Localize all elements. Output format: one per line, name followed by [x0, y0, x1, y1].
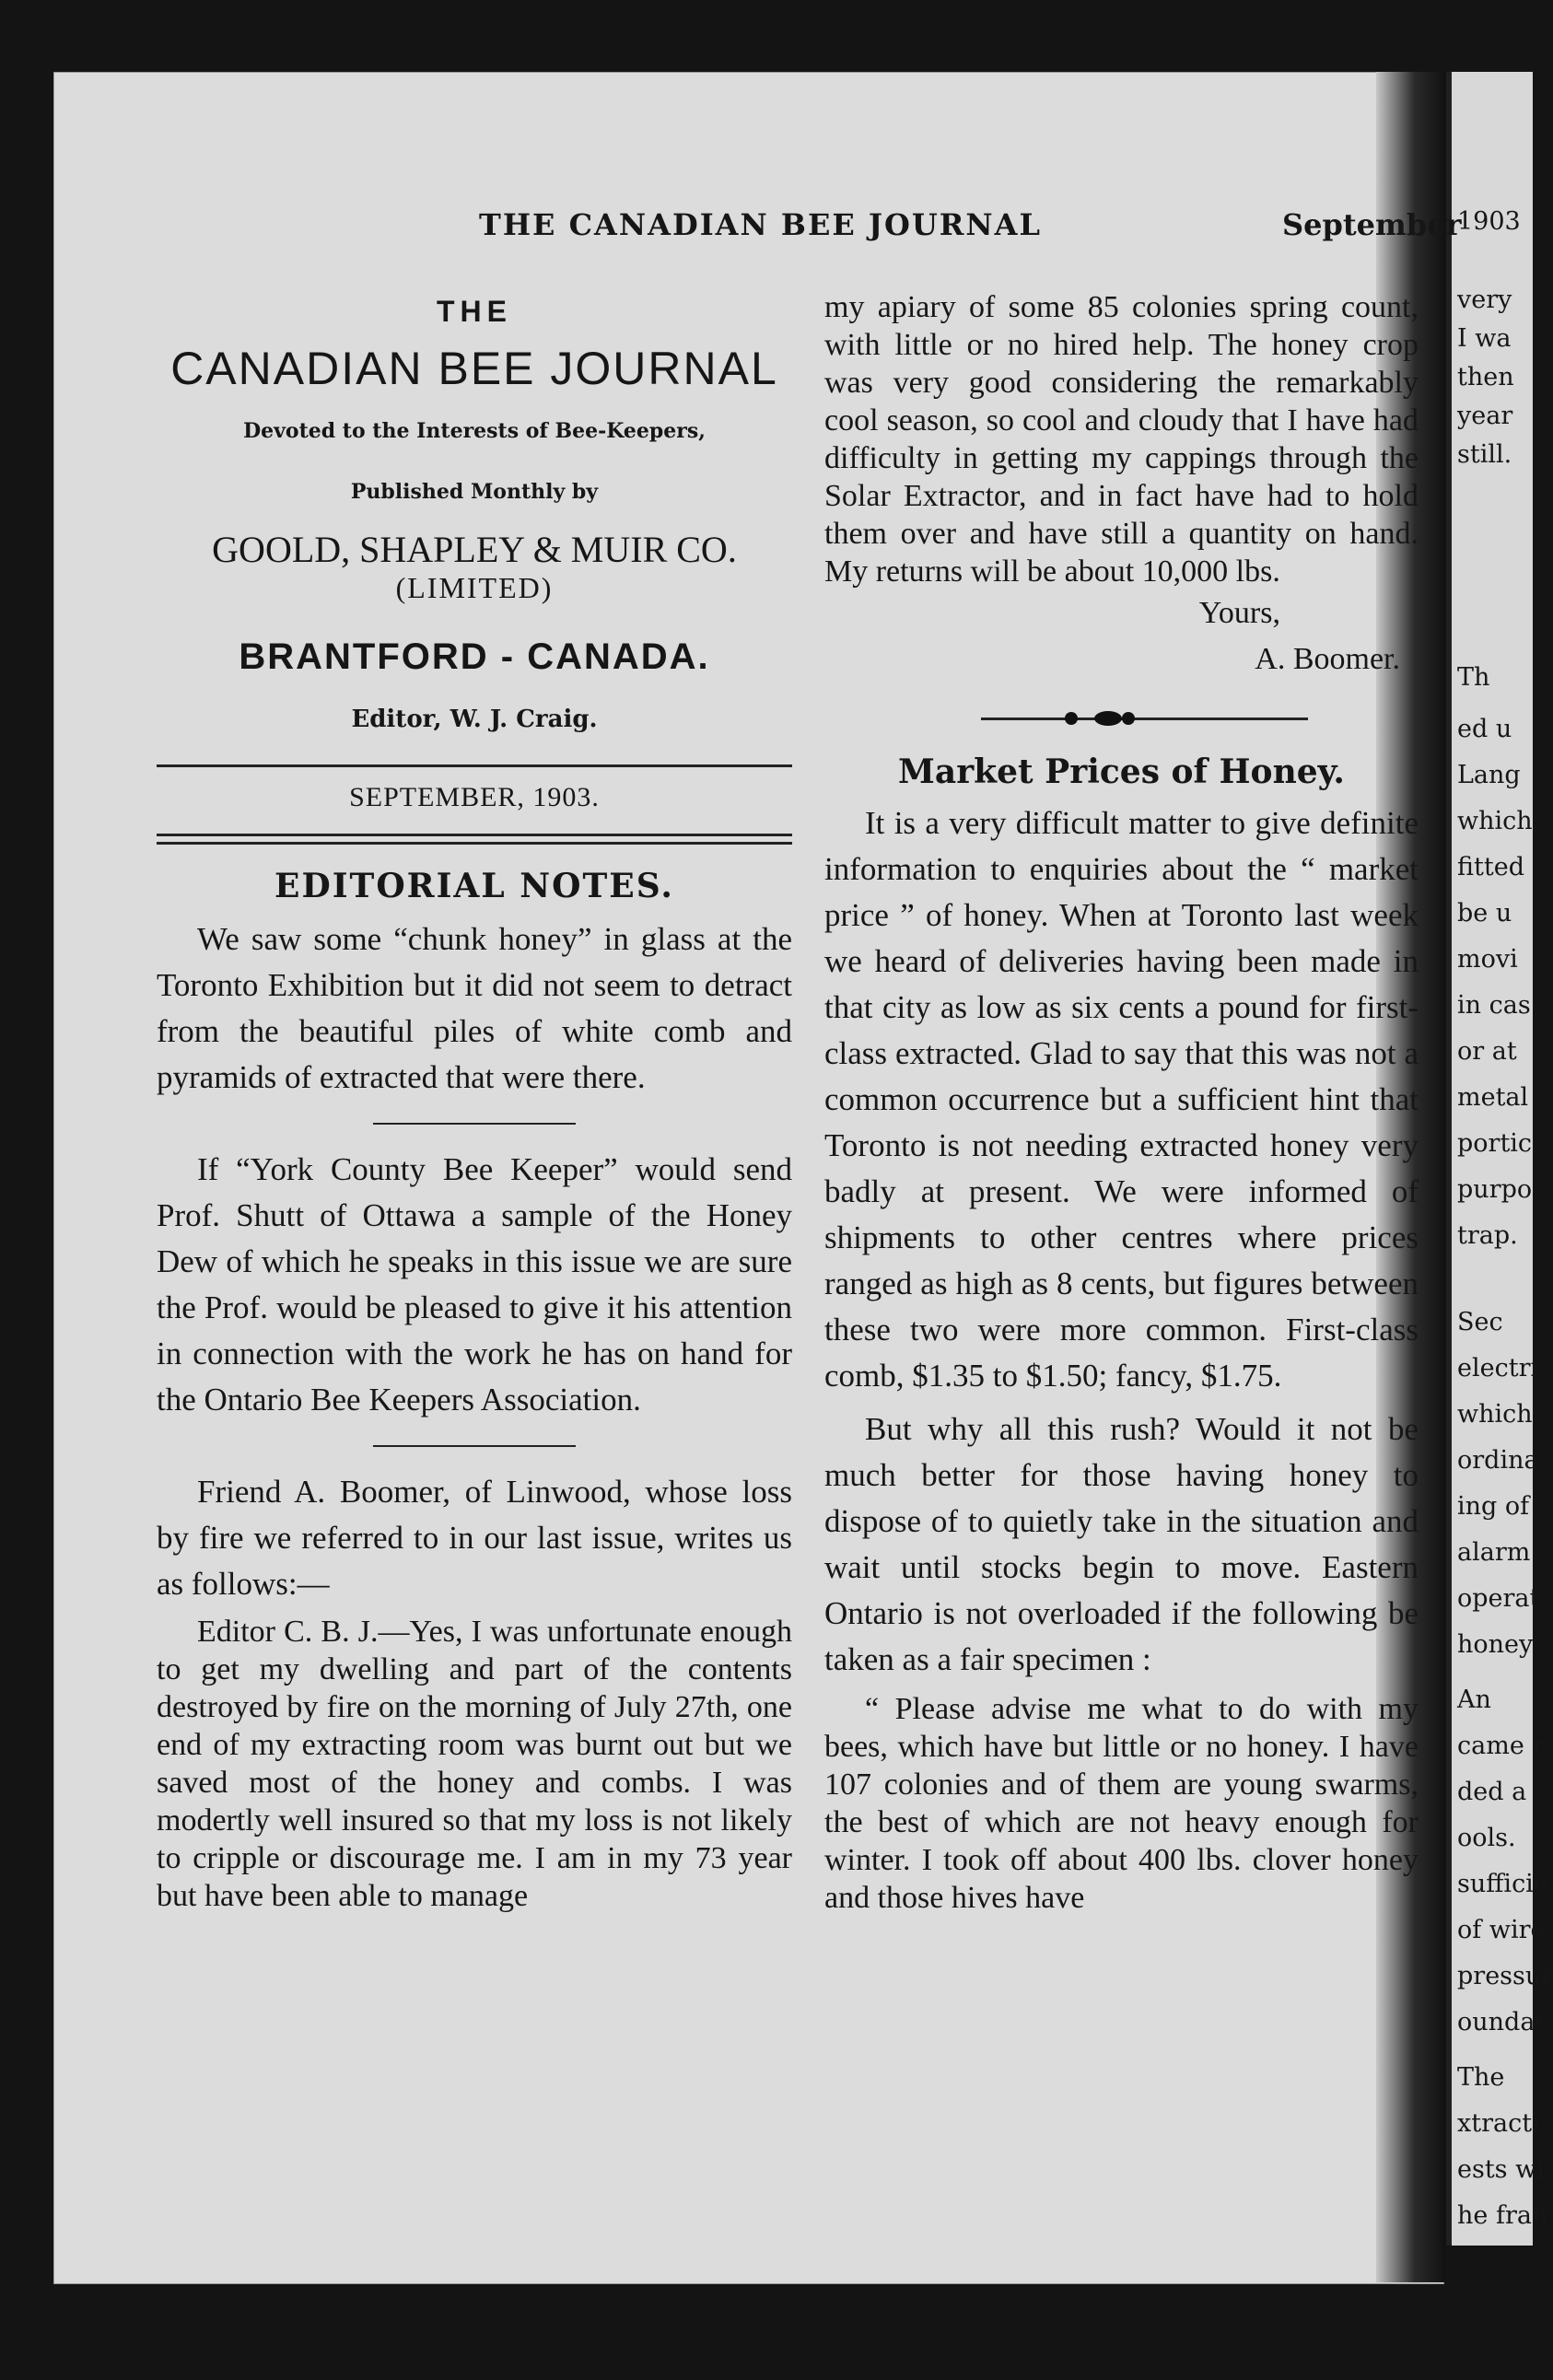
next-page-fragment: still.	[1457, 440, 1512, 469]
masthead-devoted: Devoted to the Interests of Bee-Keepers,	[243, 419, 706, 443]
market-quote: “ Please advise me what to do with my bees, which have but little or no honey. I have 107 colonies and of them are young swarms, the best of which are not heavy enough for winter. I took off about 400 lbs. clover honey and those hives have	[824, 1692, 1419, 1915]
letter-continued: my apiary of some 85 colonies spring count, with little or no hired help. The honey crop was very good considering the remarkably cool season, so cool and cloudy that I have had difficulty in getting my cappings through the Solar Extractor, and in fact have had to hold them over and have still a quantity on hand. My returns will be about 10,000 lbs.	[824, 290, 1419, 589]
issue-date: SEPTEMBER, 1903.	[349, 782, 600, 812]
left-column	[157, 281, 792, 1915]
next-page-fragment: trap.	[1457, 1221, 1518, 1250]
ornamental-divider	[824, 705, 1419, 732]
next-page-fragment: very	[1457, 286, 1512, 314]
masthead-the: THE	[437, 295, 512, 328]
editorial-paragraph: We saw some “chunk honey” in glass at the Toronto Exhibition but it did not seem to detract from the beautiful piles of white comb and pyramids of extracted that were there.	[157, 921, 792, 1095]
next-page-fragment: movi	[1457, 945, 1518, 974]
separator	[373, 1445, 576, 1447]
next-page-fragment: Sec	[1457, 1308, 1503, 1336]
double-rule-bottom	[157, 842, 792, 845]
next-page-fragment: fitted	[1457, 853, 1524, 881]
letter-text: Editor C. B. J.—Yes, I was unfortunate enough to get my dwelling and part of the contents destroyed by fire on the morning of July 27th, one end of my extracting room was burnt out but we saved most of the honey and combs. I was modertly well insured so that my loss is not likely to cripple or discourage me. I am in my 73 year but have been able to manage	[157, 1615, 792, 1913]
separator	[373, 1123, 576, 1125]
next-page-fragment: ing of	[1457, 1492, 1530, 1521]
next-page-fragment: which	[1457, 1400, 1533, 1429]
next-page-fragment: ests wi	[1457, 2155, 1545, 2184]
next-page-fragment: operat	[1457, 1584, 1540, 1613]
letter-signature: A. Boomer.	[1255, 642, 1400, 676]
next-page-fragment: ded a	[1457, 1778, 1527, 1806]
masthead-publisher: GOOLD, SHAPLEY & MUIR CO.	[212, 529, 737, 570]
next-page-fragment: year	[1457, 402, 1513, 430]
column-rule	[1446, 72, 1452, 2246]
next-page-fragment: which	[1457, 807, 1533, 835]
market-paragraph: But why all this rush? Would it not be much better for those having honey to dispose of to quietly take in the situation and wait until stocks begin to move. Eastern Ontario is not overloaded if the following be taken as a fair specimen :	[824, 1411, 1419, 1677]
masthead-title: CANADIAN BEE JOURNAL	[170, 343, 778, 394]
next-page-fragment: pressur	[1457, 1962, 1553, 1990]
next-page-fragment: ools.	[1457, 1824, 1516, 1852]
next-page-fragment: be u	[1457, 899, 1512, 928]
next-page-fragment: of wire	[1457, 1916, 1546, 1944]
next-page-fragment: 1903	[1457, 207, 1521, 236]
next-page-fragment: oundat	[1457, 2008, 1546, 2036]
next-page-fragment: in cas	[1457, 991, 1531, 1020]
next-page-fragment: electri	[1457, 1354, 1539, 1382]
next-page-fragment: portic	[1457, 1129, 1533, 1158]
next-page-fragment: metal	[1457, 1083, 1529, 1112]
next-page-fragment: The	[1457, 2063, 1505, 2092]
masthead-location: BRANTFORD - CANADA.	[239, 636, 710, 677]
next-page-fragment: ed u	[1457, 715, 1512, 743]
next-page-fragment: he fran	[1457, 2201, 1548, 2230]
next-page-fragment: xtracti	[1457, 2109, 1540, 2138]
editorial-paragraph: If “York County Bee Keeper” would send Prof. Shutt of Ottawa a sample of the Honey Dew of which he speaks in this issue we are sure the Prof. would be pleased to give it his attention in connection with the work he has on hand for the Ontario Bee Keepers Association.	[157, 1151, 792, 1418]
right-column	[824, 281, 1419, 1917]
next-page-fragment: honey	[1457, 1630, 1534, 1659]
market-heading: Market Prices of Honey.	[898, 752, 1345, 791]
next-page-fragment: Th	[1457, 663, 1490, 692]
next-page-fragment: Lang	[1457, 761, 1521, 789]
masthead-editor: Editor, W. J. Craig.	[351, 706, 598, 733]
next-page-fragment: An	[1457, 1686, 1491, 1714]
double-rule-top	[157, 834, 792, 836]
divider	[157, 764, 792, 767]
next-page-fragment: I wa	[1457, 324, 1512, 353]
next-page-fragment: purpo	[1457, 1175, 1533, 1204]
next-page-fragment: ordina	[1457, 1446, 1539, 1475]
masthead-published: Published Monthly by	[350, 480, 599, 504]
running-header: THE CANADIAN BEE JOURNAL	[479, 207, 1042, 242]
editorial-heading: EDITORIAL NOTES.	[274, 867, 674, 905]
next-page-fragment: alarm	[1457, 1538, 1531, 1567]
market-paragraph: It is a very difficult matter to give definite information to enquiries about the “ market price ” of honey. When at Toronto last week we heard of deliveries having been made in that city as low as six cents a pound for first-class extracted. Glad to say that this was not a common occurrence but a sufficient hint that Toronto is not needing extracted honey very badly at present. We were informed of shipments to other centres where prices ranged as high as 8 cents, but figures between these two were more common. First-class comb, $1.35 to $1.50; fancy, $1.75.	[824, 805, 1419, 1394]
masthead-limited: (LIMITED)	[395, 571, 554, 604]
letter-closing: Yours,	[1198, 596, 1280, 630]
editorial-paragraph: Friend A. Boomer, of Linwood, whose loss by fire we referred to in our last issue, writes us as follows:—	[157, 1474, 792, 1602]
next-page-fragment: sufficie	[1457, 1870, 1548, 1898]
next-page-edge	[1446, 72, 1553, 2246]
next-page-fragment: then	[1457, 363, 1514, 391]
next-page-fragment: came r	[1457, 1732, 1545, 1760]
next-page-fragment: or at	[1457, 1037, 1517, 1066]
running-header-month: September	[1282, 207, 1462, 242]
